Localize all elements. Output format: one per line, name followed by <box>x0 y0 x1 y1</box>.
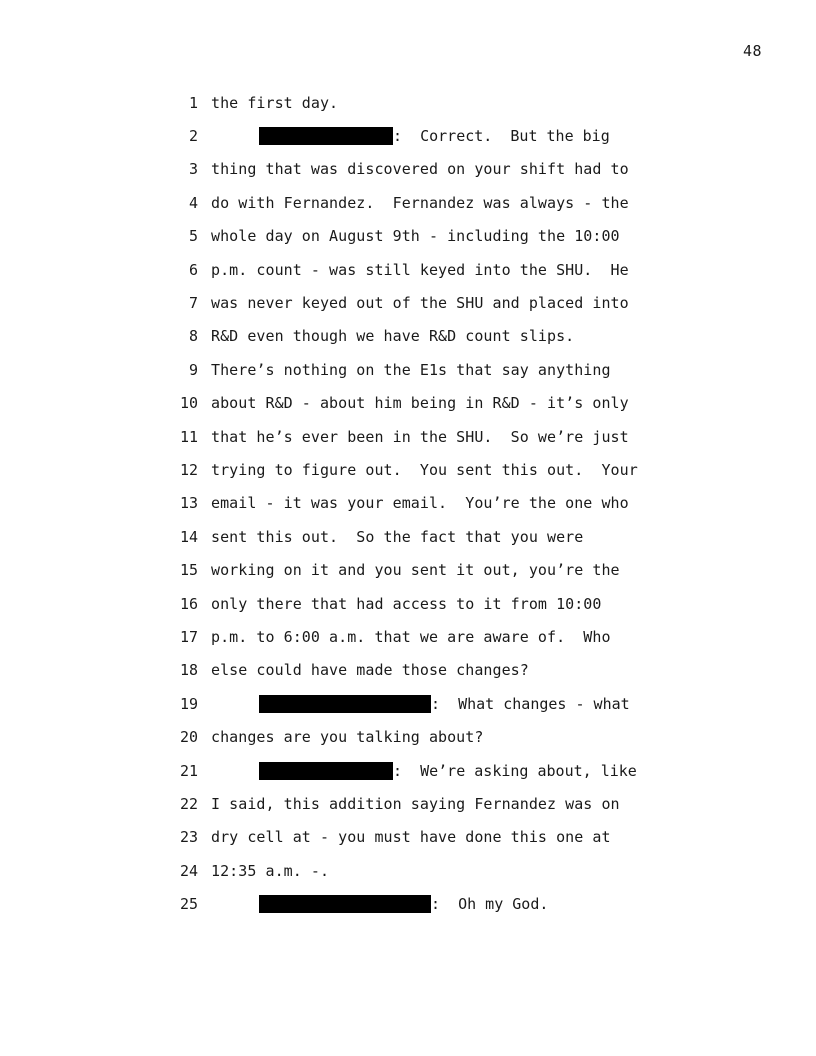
line-text: There’s nothing on the E1s that say anything <box>211 360 611 379</box>
transcript-line <box>0 153 816 186</box>
line-number: 12 <box>179 460 198 479</box>
line-text: that he’s ever been in the SHU. So we’re just <box>211 427 629 446</box>
redacted-speaker-name <box>259 695 431 713</box>
line-text: thing that was discovered on your shift had to <box>211 160 629 179</box>
transcript-line <box>0 119 816 152</box>
line-text: changes are you talking about? <box>211 728 484 747</box>
line-number: 14 <box>179 527 198 546</box>
transcript-line <box>0 387 816 420</box>
line-number: 7 <box>188 294 198 313</box>
transcript-line <box>0 654 816 687</box>
transcript-line <box>0 353 816 386</box>
line-text: sent this out. So the fact that you were <box>211 527 584 546</box>
line-number: 6 <box>188 260 198 279</box>
transcript-line <box>0 620 816 653</box>
line-number: 5 <box>188 227 198 246</box>
line-text: p.m. count - was still keyed into the SHU. He <box>211 260 629 279</box>
line-number: 11 <box>179 427 198 446</box>
line-text: do with Fernandez. Fernandez was always - the <box>211 193 629 212</box>
speaker-line-text: : We’re asking about, like <box>393 761 637 780</box>
line-number: 13 <box>179 494 198 513</box>
page-number: 48 <box>742 42 762 60</box>
line-number: 15 <box>179 561 198 580</box>
line-text: p.m. to 6:00 a.m. that we are aware of. Who <box>211 627 611 646</box>
line-number: 23 <box>179 828 198 847</box>
transcript-line <box>0 887 816 920</box>
line-number: 21 <box>179 761 198 780</box>
line-number: 17 <box>179 627 198 646</box>
line-text: 12:35 a.m. -. <box>211 861 330 880</box>
line-number: 19 <box>179 694 198 713</box>
redacted-speaker-name <box>259 127 393 145</box>
line-text: the first day. <box>211 93 339 112</box>
line-text: email - it was your email. You’re the one who <box>211 494 629 513</box>
line-number: 10 <box>179 394 198 413</box>
transcript-line <box>0 453 816 486</box>
transcript-line <box>0 253 816 286</box>
line-text: whole day on August 9th - including the 10:00 <box>211 227 620 246</box>
line-text: else could have made those changes? <box>211 661 529 680</box>
transcript-line <box>0 487 816 520</box>
line-text: I said, this addition saying Fernandez was on <box>211 794 620 813</box>
line-number: 8 <box>188 327 198 346</box>
line-number: 3 <box>188 160 198 179</box>
speaker-line-text: : Correct. But the big <box>393 127 610 146</box>
line-number: 24 <box>179 861 198 880</box>
line-text: R&D even though we have R&D count slips. <box>211 327 575 346</box>
line-text: dry cell at - you must have done this one at <box>211 828 611 847</box>
transcript-line <box>0 787 816 820</box>
line-number: 4 <box>188 193 198 212</box>
transcript-line <box>0 186 816 219</box>
redacted-speaker-name <box>259 895 431 913</box>
line-text: about R&D - about him being in R&D - it’s only <box>211 394 629 413</box>
transcript-line <box>0 320 816 353</box>
transcript-line <box>0 821 816 854</box>
line-number: 1 <box>188 93 198 112</box>
transcript-line <box>0 520 816 553</box>
line-number: 25 <box>179 895 198 914</box>
transcript-line <box>0 687 816 720</box>
transcript-line <box>0 587 816 620</box>
transcript-line <box>0 286 816 319</box>
transcript-line <box>0 420 816 453</box>
line-number: 20 <box>179 728 198 747</box>
line-number: 18 <box>179 661 198 680</box>
line-number: 2 <box>188 127 198 146</box>
speaker-line-text: : What changes - what <box>431 694 630 713</box>
transcript-line <box>0 553 816 586</box>
speaker-line-text: : Oh my God. <box>431 895 549 914</box>
speaker-statement <box>259 695 630 713</box>
transcript-line <box>0 86 816 119</box>
line-number: 16 <box>179 594 198 613</box>
speaker-statement <box>259 895 548 913</box>
redacted-speaker-name <box>259 762 393 780</box>
line-text: trying to figure out. You sent this out. Your <box>211 460 638 479</box>
line-text: working on it and you sent it out, you’re the <box>211 561 620 580</box>
transcript-line <box>0 220 816 253</box>
transcript-line <box>0 854 816 887</box>
line-number: 22 <box>179 794 198 813</box>
line-number: 9 <box>188 360 198 379</box>
line-text: was never keyed out of the SHU and placed into <box>211 294 629 313</box>
transcript-line <box>0 754 816 787</box>
transcript-line <box>0 720 816 753</box>
speaker-statement <box>259 127 610 145</box>
transcript-body <box>0 86 816 921</box>
line-text: only there that had access to it from 10:00 <box>211 594 602 613</box>
speaker-statement <box>259 762 637 780</box>
